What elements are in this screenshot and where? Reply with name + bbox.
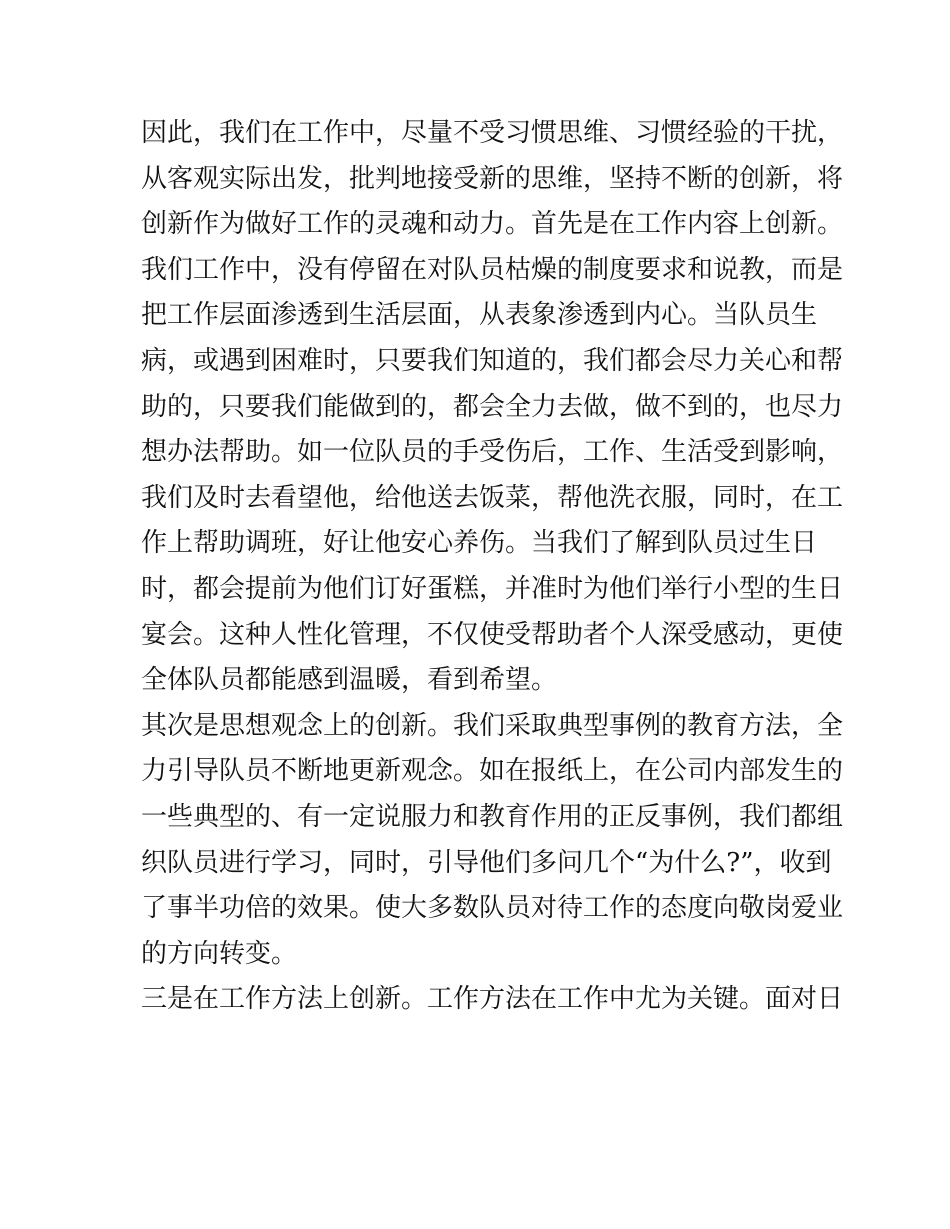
text-line: 创新作为做好工作的灵魂和动力。首先是在工作内容上创新。 [141,209,844,240]
text-line: 病，或遇到困难时，只要我们知道的，我们都会尽力关心和帮 [141,345,844,376]
text-line: 把工作层面渗透到生活层面，从表象渗透到内心。当队员生 [141,300,818,331]
text-line: 从客观实际出发，批判地接受新的思维，坚持不断的创新，将 [141,163,844,194]
text-line: 了事半功倍的效果。使大多数队员对待工作的态度向敬岗爱业 [141,893,844,924]
text-line: 其次是思想观念上的创新。我们采取典型事例的教育方法，全 [141,710,844,741]
text-line: 我们及时去看望他，给他送去饭菜，帮他洗衣服，同时，在工 [141,482,844,513]
text-line: 时，都会提前为他们订好蛋糕，并准时为他们举行小型的生日 [141,573,844,604]
text-line: 全体队员都能感到温暖，看到希望。 [141,665,558,696]
text-line: 力引导队员不断地更新观念。如在报纸上，在公司内部发生的 [141,756,844,787]
text-line: 一些典型的、有一定说服力和教育作用的正反事例，我们都组 [141,801,844,832]
text-line: 想办法帮助。如一位队员的手受伤后，工作、生活受到影响， [141,437,844,468]
text-line: 三是在工作方法上创新。工作方法在工作中尤为关键。面对日 [141,984,844,1015]
text-line: 作上帮助调班，好让他安心养伤。当我们了解到队员过生日 [141,528,818,559]
text-line: 的方向转变。 [141,938,298,969]
text-line: 助的，只要我们能做到的，都会全力去做，做不到的，也尽力 [141,391,844,422]
text-line: 宴会。这种人性化管理，不仅使受帮助者个人深受感动，更使 [141,619,844,650]
text-line: 织队员进行学习，同时，引导他们多问几个“为什么?”，收到 [141,847,832,878]
body-text [141,111,844,1023]
text-line: 因此，我们在工作中，尽量不受习惯思维、习惯经验的干扰， [141,118,844,148]
text-line: 我们工作中，没有停留在对队员枯燥的制度要求和说教，而是 [141,254,844,285]
